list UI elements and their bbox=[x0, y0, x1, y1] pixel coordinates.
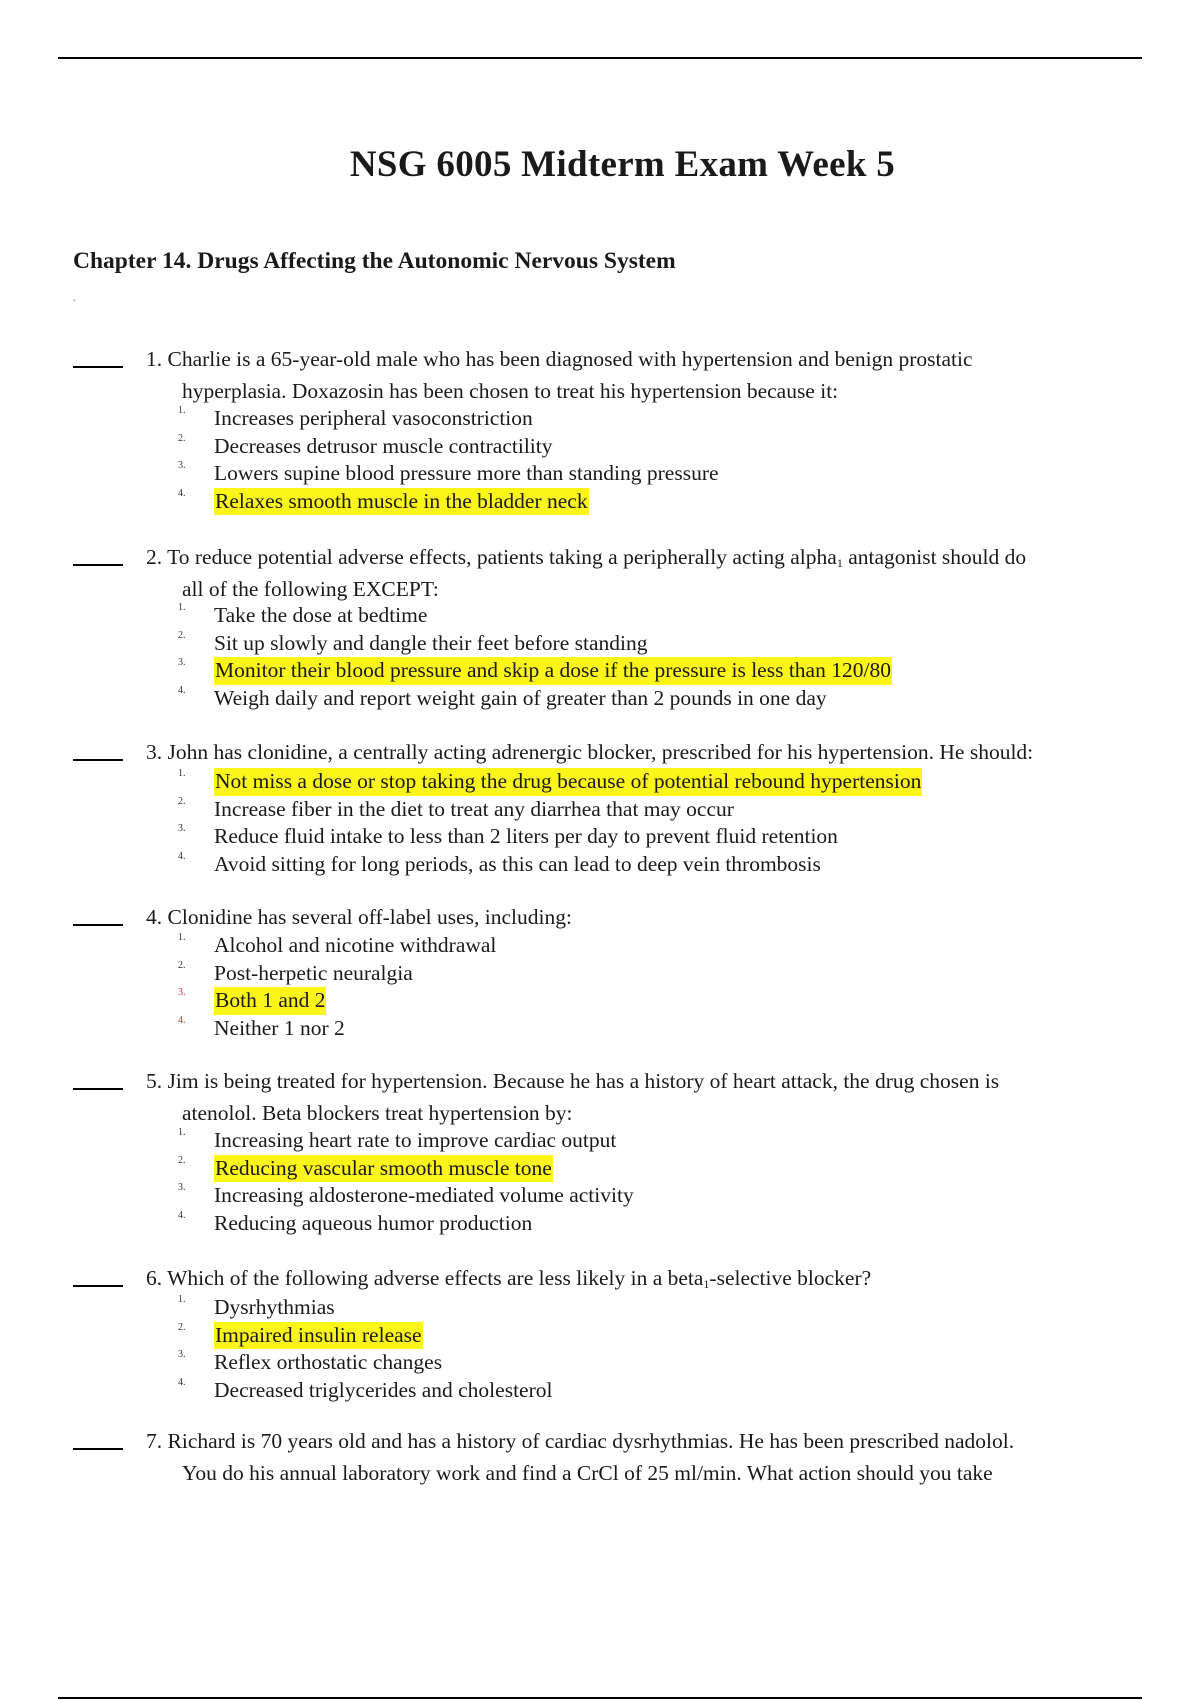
question-stem: 7. Richard is 70 years old and has a history of cardiac dysrhythmias. He has been prescribed nadolol. You do his annual laboratory work and find a CrCl of 25 ml/min. What action should you take bbox=[146, 1429, 1015, 1485]
answer-blank[interactable] bbox=[73, 564, 123, 566]
question-stem: 3. John has clonidine, a centrally acting adrenergic blocker, prescribed for his hypertension. He should: bbox=[146, 740, 1034, 764]
answer-blank[interactable] bbox=[73, 1088, 123, 1090]
top-rule bbox=[58, 57, 1142, 59]
bottom-rule bbox=[58, 1697, 1142, 1699]
question-stem: 2. To reduce potential adverse effects, patients taking a peripherally acting alpha$_1$ antagonist should do all of the following EXCEPT: bbox=[146, 545, 1027, 601]
answer-blank[interactable] bbox=[73, 1448, 123, 1450]
question-stem: 5. Jim is being treated for hypertension. Because he has a history of heart attack, the drug chosen is atenolol. Beta blockers treat hypertension by: bbox=[146, 1069, 1000, 1125]
question-stem: 1. Charlie is a 65-year-old male who has been diagnosed with hypertension and benign prostatic hyperplasia. Doxazosin has been chosen to treat his hypertension because it: bbox=[146, 347, 973, 403]
chapter-heading: Chapter 14. Drugs Affecting the Autonomic Nervous System bbox=[73, 248, 676, 274]
question-stem: 6. Which of the following adverse effects are less likely in a beta$_1$-selective blocker? bbox=[146, 1266, 872, 1291]
answer-blank[interactable] bbox=[73, 759, 123, 761]
document-title: NSG 6005 Midterm Exam Week 5 bbox=[349, 144, 896, 185]
stray-mark: . bbox=[73, 293, 76, 304]
answer-blank[interactable] bbox=[73, 1285, 123, 1287]
question-stem: 4. Clonidine has several off-label uses, including: bbox=[146, 905, 572, 929]
answer-blank[interactable] bbox=[73, 924, 123, 926]
answer-blank[interactable] bbox=[73, 366, 123, 368]
